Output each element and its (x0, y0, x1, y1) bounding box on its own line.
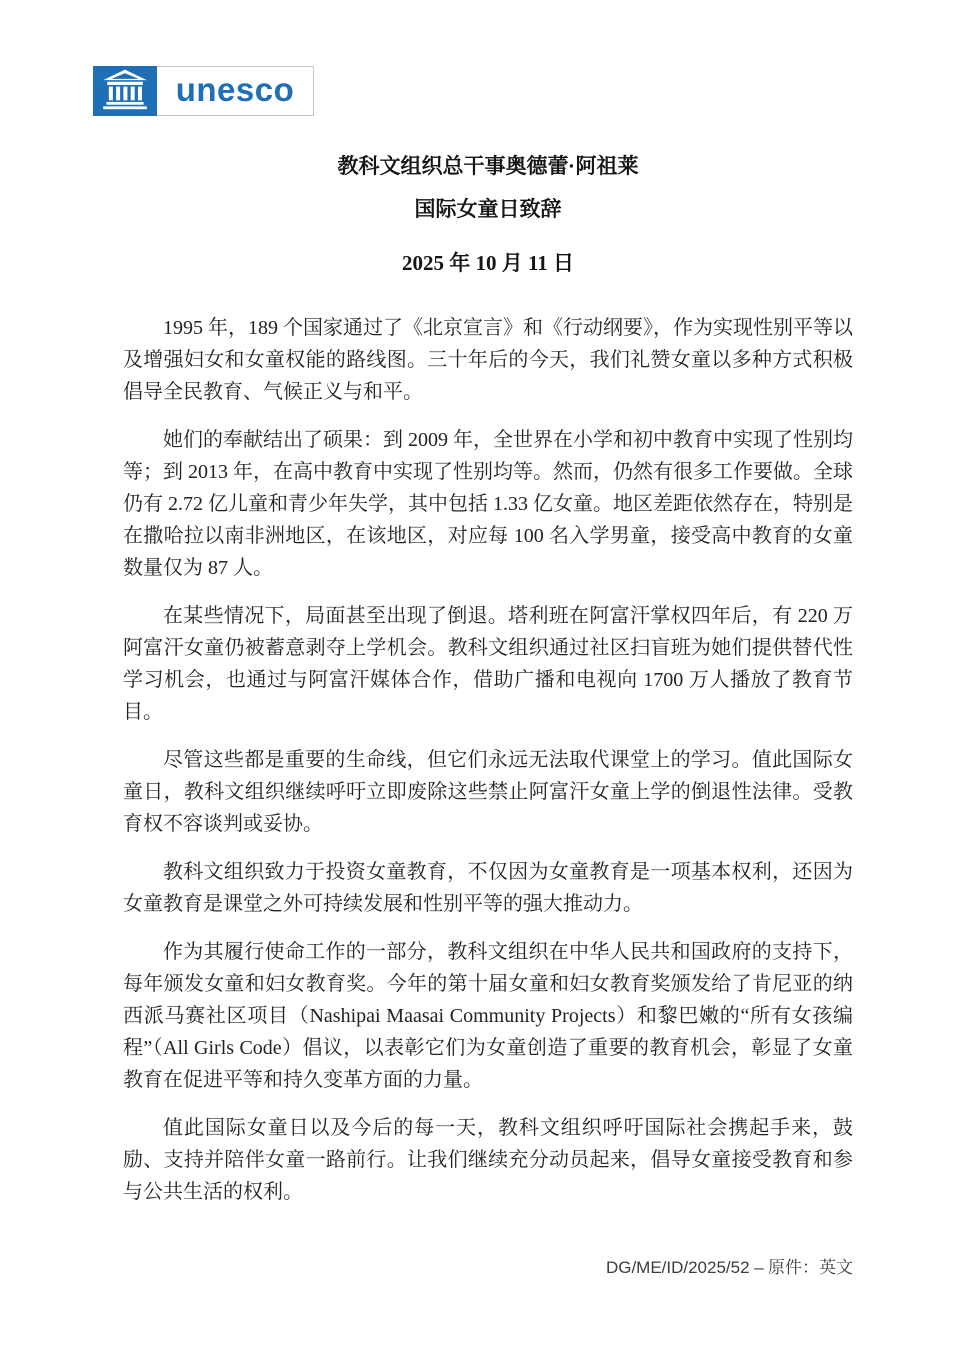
unesco-temple-icon (99, 68, 151, 115)
unesco-logo (93, 66, 314, 116)
body-paragraph: 作为其履行使命工作的一部分，教科文组织在中华人民共和国政府的支持下，每年颁发女童和妇女教育奖。今年的第十届女童和妇女教育奖颁发给了肯尼亚的纳西派马赛社区项目（Nashipai Maasai Community Projects）和黎巴嫩的“所有女孩编程”（All Girls Code）倡议，以表彰它们为女童创造了重要的教育机会，彰显了女童教育在促进平等和持久变革方面的力量。 (123, 941, 853, 1091)
document-date: 2025 年 10 月 11 日 (401, 251, 575, 275)
unesco-wordmark: unesco (175, 70, 295, 108)
body-paragraph: 1995 年，189 个国家通过了《北京宣言》和《行动纲要》，作为实现性别平等以及增强妇女和女童权能的路线图。三十年后的今天，我们礼赞女童以多种方式积极倡导全民教育、气候正义与和平。 (123, 317, 853, 403)
unesco-logo-wordmark-box (157, 66, 314, 116)
footer-original-language: 原件：英文 (768, 1258, 853, 1277)
body-paragraphs (123, 312, 853, 1208)
page-title-line2: 国际女童日致辞 (414, 198, 562, 221)
body-paragraph: 在某些情况下，局面甚至出现了倒退。塔利班在阿富汗掌权四年后，有 220 万阿富汗女童仍被蓄意剥夺上学机会。教科文组织通过社区扫盲班为她们提供替代性学习机会，也通过与阿富汗媒体合作，借助广播和电视向 1700 万人播放了教育节目。 (123, 605, 853, 723)
document-content (123, 152, 853, 1280)
body-paragraph: 尽管这些都是重要的生命线，但它们永远无法取代课堂上的学习。值此国际女童日，教科文组织继续呼吁立即废除这些禁止阿富汗女童上学的倒退性法律。受教育权不容谈判或妥协。 (123, 749, 853, 835)
unesco-logo-emblem (93, 66, 157, 116)
page-title-line1: 教科文组织总干事奥德蕾·阿祖莱 (337, 155, 639, 178)
document-footer (123, 1256, 853, 1280)
body-paragraph: 她们的奉献结出了硕果：到 2009 年，全世界在小学和初中教育中实现了性别均等；到 2013 年，在高中教育中实现了性别均等。然而，仍然有很多工作要做。全球仍有 2.72 亿儿童和青少年失学，其中包括 1.33 亿女童。地区差距依然存在，特别是在撒哈拉以南非洲地区，在该地区，对应每 100 名入学男童，接受高中教育的女童数量仅为 87 人。 (123, 429, 853, 579)
body-paragraph: 教科文组织致力于投资女童教育，不仅因为女童教育是一项基本权利，还因为女童教育是课堂之外可持续发展和性别平等的强大推动力。 (123, 861, 853, 915)
footer-reference: DG/ME/ID/2025/52 – (605, 1258, 764, 1277)
body-paragraph: 值此国际女童日以及今后的每一天，教科文组织呼吁国际社会携起手来，鼓励、支持并陪伴女童一路前行。让我们继续充分动员起来，倡导女童接受教育和参与公共生活的权利。 (123, 1117, 853, 1203)
